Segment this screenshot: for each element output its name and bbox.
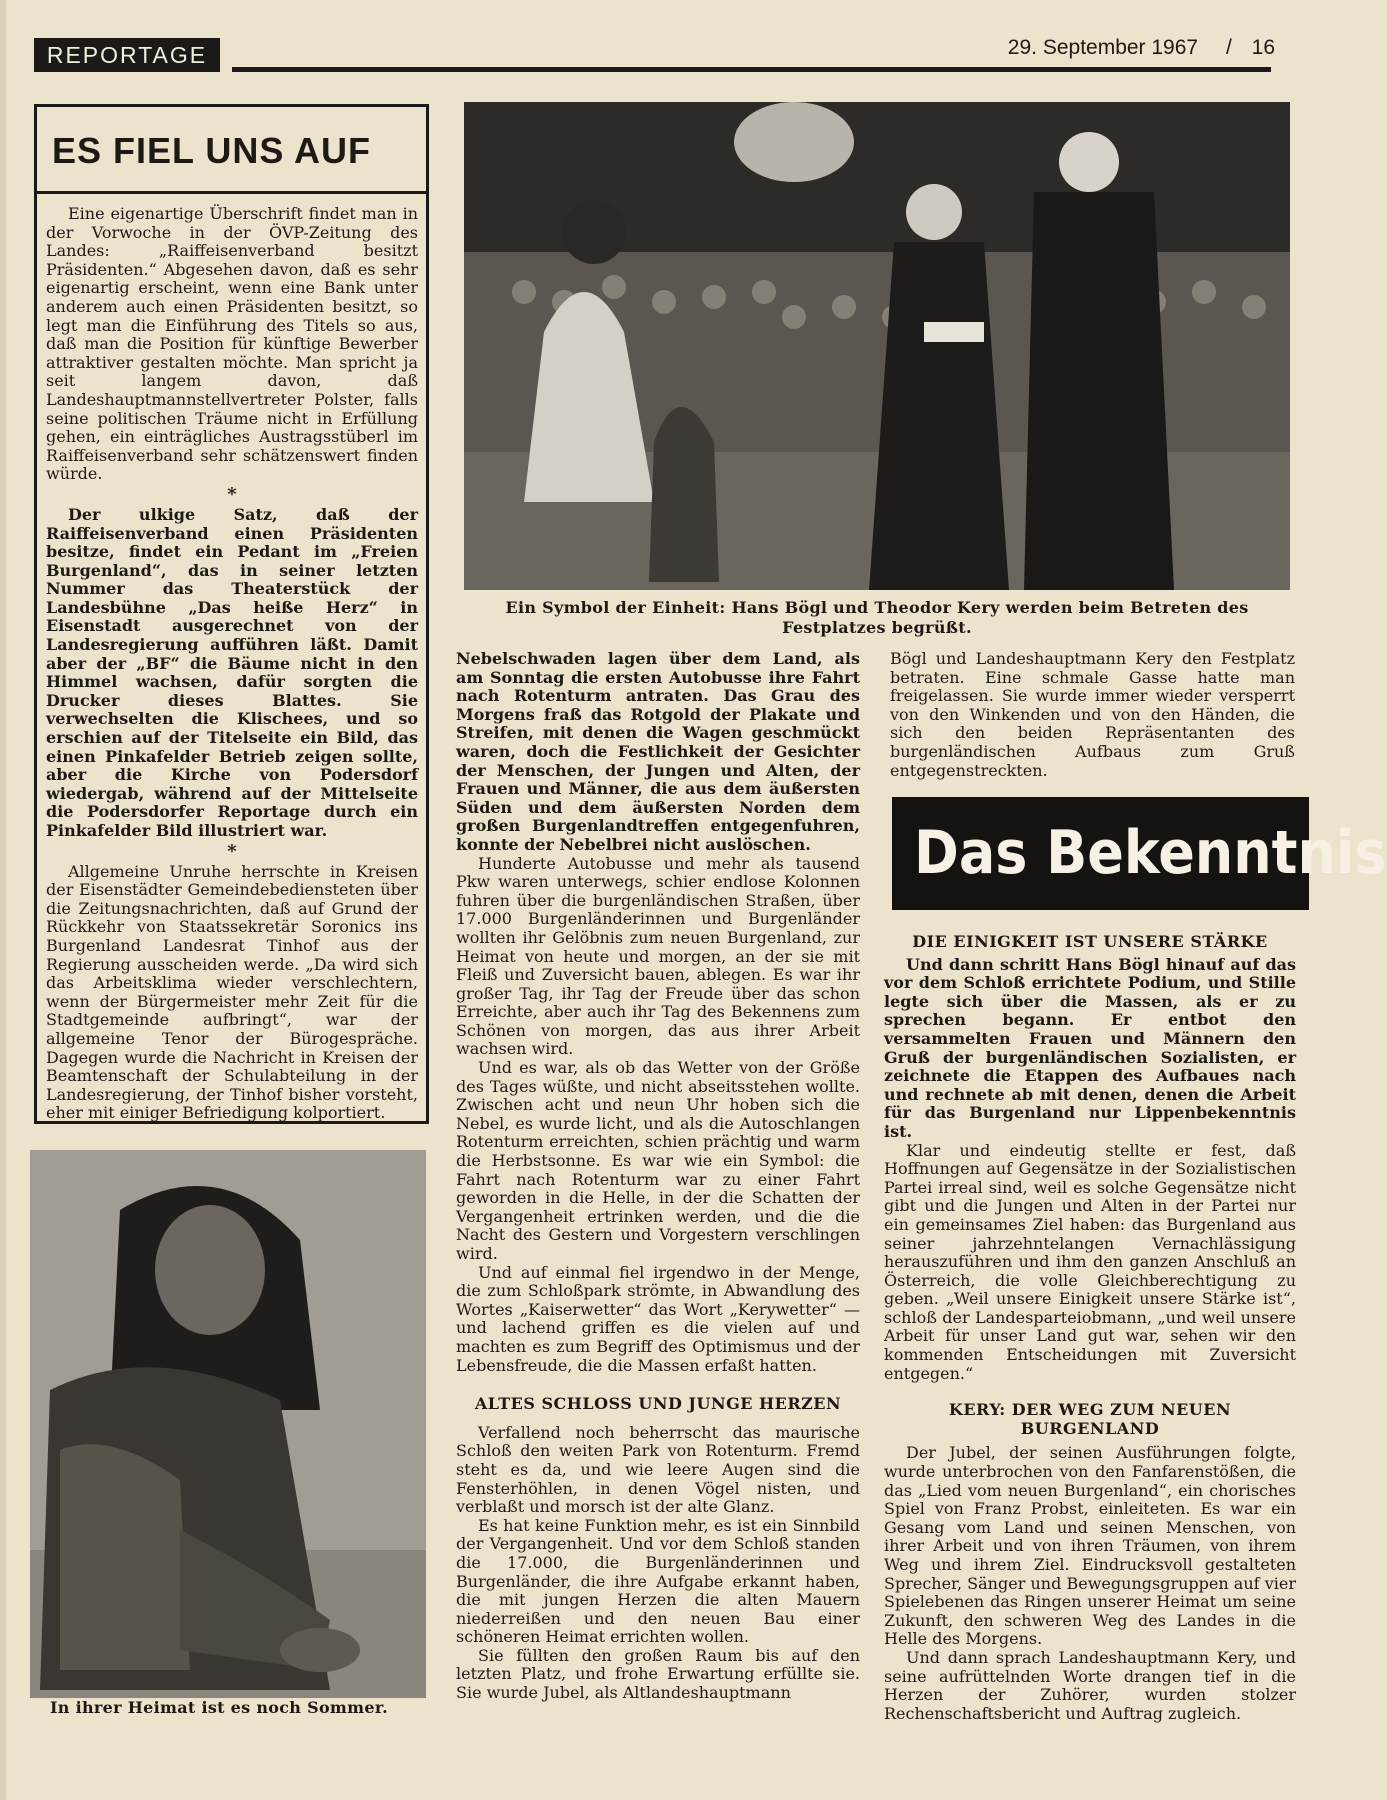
section-label: REPORTAGE [34, 38, 220, 72]
photo-greeting-image [464, 102, 1290, 590]
photo-summer [30, 1150, 426, 1698]
photo-greeting [464, 102, 1290, 590]
photo-summer-image [30, 1150, 426, 1698]
article-paragraph: Der Jubel, der seinen Ausführungen folgte, wurde unterbrochen von den Fanfarenstößen, die das „Lied vom neuen Burgenland“, ein chorisches Spiel von Franz Probst, einleiteten. Es war ein Gesang vom Land und seinen Menschen, von ihrer Arbeit und von ihren Träumen, von ihrem Weg und ihrem Ziel. Eindrucksvoll gestalteten Sprecher, Sänger und Bewegungsgruppen auf vier Spielebenen das Ringen unserer Heimat um seine Zukunft, den schweren Weg des Landes in die Helle des Morgens. [884, 1443, 1296, 1649]
article-middle [456, 650, 860, 1703]
article-subhead: DIE EINIGKEIT IST UNSERE STÄRKE [912, 932, 1268, 951]
sidebar-paragraph: Eine eigenartige Überschrift findet man in der Vorwoche in der ÖVP-Zeitung des Landes: „Raiffeisenverband besitzt Präsidenten.“ Abgesehen davon, daß es sehr eigenartig erscheint, wenn eine Bank unter anderem auch einen Präsidenten besitzt, so legt man die Einführung des Titels so aus, daß man die Position für künftige Bewerber attraktiver gestalten möchte. Man spricht ja seit langem davon, daß Landeshauptmannstellvertreter Polster, falls seine politischen Träume nicht in Erfüllung gehen, ein einträgliches Austragsstüberl im Raiffeisenverband sehr schätzenswert finden würde. [46, 204, 418, 484]
article-subhead: ALTES SCHLOSS UND JUNGE HERZEN [474, 1394, 842, 1414]
article-paragraph: Hunderte Autobusse und mehr als tausend Pkw waren unterwegs, schier endlose Kolonnen fuhren über die burgenländischen Straßen, über 17.000 Burgenländerinnen und Burgenländer wollten ihr Gelöbnis zum neuen Burgenland, zur Heimat von heute und morgen, an der sie mit Fleiß und Zuversicht bauen, ablegen. Es war ihr großer Tag, ihr Tag der Freude über das schon Erreichte, aber auch ihr Tag des Bekennens zum Schönen von morgen, das aus ihrer Arbeit wachsen wird. [456, 853, 860, 1059]
article-paragraph: Und es war, als ob das Wetter von der Größe des Tages wüßte, und nicht abseitsstehen wollte. Zwischen acht und neun Uhr hoben sich die Nebel, es wurde licht, und als die Autoschlangen Rotenturm erreichten, schien prächtig und warm die Herbstsonne. Es war wie ein Symbol: die Fahrt nach Rotenturm war zu einer Fahrt geworden in die Helle, in der die Schatten der Vergangenheit ertrinken werden, und die die Nacht des Gestern und Vorgestern verschlingen wird. [456, 1058, 860, 1263]
sidebar-paragraph-bold: Der ulkige Satz, daß der Raiffeisenverband einen Präsidenten besitze, findet ein Pedant im „Freien Burgenland“, das in seiner letzten Nummer das Theaterstück der Landesbühne „Das heiße Herz“ in Eisenstadt ausgerechnet von der Landesregierung aufführen läßt. Damit aber der „BF“ die Bäume nicht in den Himmel wachsen, dafür sorgten die Drucker dieses Blattes. Sie verwechselten die Klischees, und so erschien auf der Titelseite ein Bild, das einen Pinkafelder Betrieb zeigen sollte, aber die Kirche von Podersdorf wiedergab, während auf der Mittelseite die Podersdorfer Reportage durch ein Pinkafelder Bild illustriert war. [46, 504, 418, 840]
article-paragraph: Und dann sprach Landeshauptmann Kery, und seine aufrüttelnden Worte drangen tief in die Herzen der Zuhörer, wurden stolzer Rechenschaftsbericht und Auftrag zugleich. [884, 1647, 1296, 1723]
article-subhead: KERY: DER WEG ZUM NEUEN BURGENLAND [948, 1400, 1232, 1438]
article-paragraph: Es hat keine Funktion mehr, es ist ein Sinnbild der Vergangenheit. Und vor dem Schloß standen die 17.000, die Burgenländerinnen und Burgenländer, die ihre Aufgabe erkannt haben, die mit jungen Herzen die alten Mauern niederreißen und den neuen Bau einer schöneren Heimat errichten wollen. [456, 1515, 860, 1647]
sidebar-body [46, 205, 418, 1123]
sidebar-paragraph: Allgemeine Unruhe herrschte in Kreisen der Eisenstädter Gemeindebediensteten über die Zeitungsnachrichten, daß auf Grund der Rückkehr von Staatssekretär Soronics ins Burgenland Landesrat Tinhof aus der Regierung ausscheiden werde. „Da wird sich das Arbeitsklima wieder verschlechtern, wenn der Bürgermeister mehr Zeit für die Stadtgemeinde aufbringt“, war der allgemeine Tenor der Bürogespräche. Dagegen wurde die Nachricht in Kreisen der Beamtenschaft der Schulabteilung in der Landesregierung, der Tinhof bisher vorsteht, eher mit einiger Befriedigung kolportiert. [46, 861, 418, 1123]
article-paragraph: Klar und eindeutig stellte er fest, daß Hoffnungen auf Gegensätze in der Sozialistischen Partei irreal sind, weil es solche Gegensätze nicht gibt und die Jungen und Alten in der Partei nur ein gemeinsames Ziel haben: das Burgenland aus seiner jahrzehntelangen Vernachlässigung herauszuführen und ihm den ganzen Anschluß an Österreich, die volle Gleichberechtigung zu geben. „Weil unsere Einigkeit unsere Stärke ist“, schloß der Landesparteiobmann, „und weil unsere Arbeit für unser Land gut war, sehen wir den kommenden Entscheidungen mit Zuversicht entgegen.“ [884, 1140, 1296, 1383]
date-separator: / [1225, 36, 1232, 59]
photo-greeting-caption: Ein Symbol der Einheit: Hans Bögl und Theodor Kery werden beim Betreten des Festplatzes begrüßt. [505, 598, 1249, 637]
issue-date: 29. September 1967 [1007, 36, 1199, 59]
article-paragraph: Sie füllten den großen Raum bis auf den letzten Platz, und frohe Erwartung erfüllte sie. Sie wurde Jubel, als Altlandeshauptmann [456, 1645, 860, 1703]
photo-summer-caption: In ihrer Heimat ist es noch Sommer. [50, 1698, 388, 1717]
separator-star: * [227, 483, 237, 505]
sidebar-title: ES FIEL UNS AUF [34, 104, 429, 194]
header-rule [232, 67, 1271, 72]
page-number: 16 [1251, 36, 1275, 59]
article-paragraph: Und auf einmal fiel irgendwo in der Menge, die zum Schloßpark strömte, in Abwandlung des Wortes „Kaiserwetter“ das Wort „Kerywetter“ — und lachend griffen es die vielen auf und machten es zum Begriff des Optimismus und der Lebensfreude, die die Massen erfaßt hatten. [456, 1262, 860, 1375]
separator-star: * [227, 840, 237, 862]
article-lead: Und dann schritt Hans Bögl hinauf auf das vor dem Schloß errichtete Podium, und Stille legte sich über die Massen, als er zu sprechen begann. Er entbot den versammelten Frauen und Männern den Gruß der burgenländischen Sozialisten, er zeichnete die Etappen des Aufbaues nach und rechnete ab mit denen, denen die Arbeit für das Burgenland nur Lippenbekenntnis ist. [884, 954, 1296, 1141]
page-edge [0, 0, 6, 1800]
article-right [884, 933, 1296, 1723]
article-paragraph: Verfallend noch beherrscht das maurische Schloß den weiten Park von Rotenturm. Fremd steht es da, und wie leere Augen sind die Fensterhöhlen, in denen Vögel nisten, und verblaßt und morsch ist der alte Glanz. [456, 1422, 860, 1517]
dateline [1008, 36, 1275, 60]
article-paragraph: Bögl und Landeshauptmann Kery den Festplatz betraten. Eine schmale Gasse hatte man freigelassen. Sie wurde immer wieder versperrt von den Winkenden und von den Händen, die sich den beiden Repräsentanten des burgenländischen Aufbaus zum Gruß entgegenstreckten. [890, 649, 1295, 780]
article-lead: Nebelschwaden lagen über dem Land, als am Sonntag die ersten Autobusse ihre Fahrt nach Rotenturm antraten. Das Grau des Morgens fraß das Rotgold der Plakate und Streifen, mit denen die Wagen geschmückt waren, doch die Festlichkeit der Gesichter der Menschen, der Jungen und Alten, der Frauen und Männer, die aus dem äußersten Süden und dem äußersten Norden dem großen Burgenlandtreffen entgegenfuhren, konnte der Nebelbrei nicht auslöschen. [456, 649, 860, 854]
headline-banner: Das Bekenntnis [892, 797, 1309, 910]
article-right-top [890, 650, 1295, 780]
